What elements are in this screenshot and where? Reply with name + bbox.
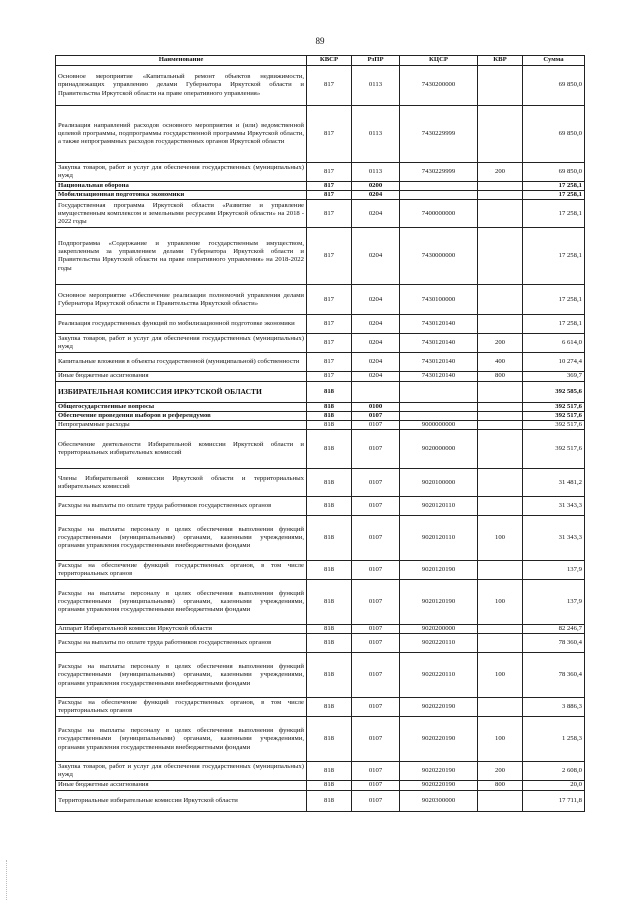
row-kcsr-cell: 9020000000 [400,430,478,469]
row-kcsr-cell [400,191,478,200]
row-kvr-cell [478,182,523,191]
row-kcsr-cell: 7430120140 [400,315,478,334]
row-rzpr-cell: 0107 [352,497,400,516]
row-kcsr-cell [400,182,478,191]
row-kvsr-cell: 817 [307,228,352,285]
row-sum-cell: 82 246,7 [523,625,585,634]
table-row [56,698,585,717]
row-sum-cell: 78 360,4 [523,653,585,698]
row-sum-cell: 392 517,6 [523,411,585,420]
row-kcsr-cell: 7400000000 [400,200,478,228]
row-kvsr-cell: 817 [307,353,352,372]
row-sum-cell: 17 258,1 [523,228,585,285]
row-name-cell: Реализация государственных функций по мобилизационной подготовке экономики [56,315,307,334]
row-rzpr-cell: 0107 [352,790,400,811]
row-kvsr-cell: 818 [307,781,352,790]
row-kvsr-cell: 818 [307,561,352,580]
row-sum-cell: 2 608,0 [523,762,585,781]
row-rzpr-cell: 0204 [352,200,400,228]
row-name-cell: Закупка товаров, работ и услуг для обеспечения государственных (муниципальных) нужд [56,163,307,182]
row-rzpr-cell: 0107 [352,781,400,790]
row-sum-cell: 31 343,3 [523,497,585,516]
row-kvr-cell [478,402,523,411]
row-name-cell: Расходы на обеспечение функций государственных органов, в том числе территориальных органов [56,561,307,580]
row-name-cell: Территориальные избирательные комиссии Иркутской области [56,790,307,811]
row-kvsr-cell: 817 [307,372,352,381]
row-kvr-cell: 200 [478,334,523,353]
row-sum-cell: 369,7 [523,372,585,381]
row-sum-cell: 69 850,0 [523,163,585,182]
page-number: 89 [315,36,325,46]
table-row [56,66,585,106]
row-sum-cell: 17 258,1 [523,191,585,200]
table-row [56,625,585,634]
scan-edge-marks [6,860,9,900]
row-rzpr-cell: 0204 [352,334,400,353]
table-row [56,580,585,625]
row-sum-cell: 1 258,3 [523,717,585,762]
row-kcsr-cell: 7430120140 [400,353,478,372]
table-row [56,790,585,811]
row-kcsr-cell: 9020300000 [400,790,478,811]
table-row [56,334,585,353]
table-row [56,717,585,762]
row-kvsr-cell: 818 [307,430,352,469]
row-kvsr-cell: 817 [307,200,352,228]
row-name-cell: Национальная оборона [56,182,307,191]
row-kvsr-cell: 818 [307,580,352,625]
header-name: Наименование [56,56,307,66]
row-name-cell: Расходы на выплаты по оплате труда работников государственных органов [56,497,307,516]
row-sum-cell: 69 850,0 [523,66,585,106]
row-kvr-cell: 100 [478,653,523,698]
row-name-cell: Обеспечение деятельности Избирательной комиссии Иркутской области и территориальных избирательных комиссий [56,430,307,469]
row-kcsr-cell: 9020200000 [400,625,478,634]
row-name-cell: Расходы на выплаты по оплате труда работников государственных органов [56,634,307,653]
row-rzpr-cell: 0204 [352,285,400,315]
row-kvr-cell [478,191,523,200]
table-row [56,421,585,430]
row-kvsr-cell: 818 [307,634,352,653]
row-sum-cell: 31 481,2 [523,469,585,497]
row-kvsr-cell: 817 [307,182,352,191]
row-sum-cell: 69 850,0 [523,106,585,163]
row-name-cell: Подпрограмма «Содержание и управление государственным имуществом, закрепленным за управлением делами Губернатора Иркутской области и Правительства Иркутской области на праве оперативного управления» на 2018-2022 годы [56,228,307,285]
row-name-cell: Иные бюджетные ассигнования [56,781,307,790]
row-rzpr-cell: 0107 [352,625,400,634]
budget-table [55,55,585,812]
row-kvsr-cell: 817 [307,285,352,315]
row-sum-cell: 137,9 [523,580,585,625]
row-rzpr-cell: 0107 [352,634,400,653]
row-kcsr-cell: 7430229999 [400,106,478,163]
table-row [56,191,585,200]
row-rzpr-cell: 0107 [352,421,400,430]
row-sum-cell: 10 274,4 [523,353,585,372]
row-sum-cell: 392 517,6 [523,421,585,430]
row-name-cell: Расходы на выплаты персоналу в целях обеспечения выполнения функций государственными (муниципальными) органами, казенными учреждениями, органами управления государственными внебюджетными фондами [56,580,307,625]
row-kvr-cell [478,315,523,334]
row-kvsr-cell: 818 [307,469,352,497]
row-kcsr-cell: 7430100000 [400,285,478,315]
row-kvr-cell [478,698,523,717]
row-kvsr-cell: 818 [307,381,352,402]
row-rzpr-cell: 0107 [352,561,400,580]
row-sum-cell: 20,0 [523,781,585,790]
row-rzpr-cell: 0107 [352,411,400,420]
row-sum-cell: 137,9 [523,561,585,580]
table-row [56,781,585,790]
row-rzpr-cell: 0200 [352,182,400,191]
row-rzpr-cell: 0113 [352,66,400,106]
header-sum: Сумма [523,56,585,66]
row-sum-cell: 17 258,1 [523,200,585,228]
row-sum-cell: 31 343,3 [523,516,585,561]
row-name-cell: Реализация направлений расходов основного мероприятия и (или) ведомственной целевой программы, подпрограммы государственной программы Иркутской области, а также непрограммных расходов государственных органов Иркутской области [56,106,307,163]
row-kvr-cell: 100 [478,516,523,561]
row-kvsr-cell: 818 [307,698,352,717]
row-name-cell: Иные бюджетные ассигнования [56,372,307,381]
row-rzpr-cell: 0204 [352,353,400,372]
row-name-cell: Мобилизационная подготовка экономики [56,191,307,200]
table-row [56,634,585,653]
row-kvr-cell [478,634,523,653]
row-kvr-cell [478,285,523,315]
row-rzpr-cell: 0107 [352,469,400,497]
row-name-cell: Расходы на выплаты персоналу в целях обеспечения выполнения функций государственными (муниципальными) органами, казенными учреждениями, органами управления государственными внебюджетными фондами [56,717,307,762]
row-name-cell: Расходы на выплаты персоналу в целях обеспечения выполнения функций государственными (муниципальными) органами, казенными учреждениями, органами управления государственными внебюджетными фондами [56,516,307,561]
row-kvr-cell: 200 [478,163,523,182]
table-row [56,497,585,516]
row-kvr-cell: 100 [478,717,523,762]
row-name-cell: Расходы на обеспечение функций государственных органов, в том числе территориальных органов [56,698,307,717]
table-row [56,163,585,182]
table-row [56,430,585,469]
row-name-cell: Закупка товаров, работ и услуг для обеспечения государственных (муниципальных) нужд [56,762,307,781]
row-kvsr-cell: 818 [307,717,352,762]
table-row [56,411,585,420]
row-name-cell: Аппарат Избирательной комиссии Иркутской области [56,625,307,634]
row-kvr-cell: 100 [478,580,523,625]
row-kcsr-cell: 7430200000 [400,66,478,106]
row-sum-cell: 6 614,0 [523,334,585,353]
row-rzpr-cell: 0107 [352,430,400,469]
row-kvsr-cell: 818 [307,497,352,516]
table-row [56,561,585,580]
row-sum-cell: 392 585,6 [523,381,585,402]
table-row [56,402,585,411]
row-kvr-cell [478,411,523,420]
row-name-cell: Капитальные вложения в объекты государственной (муниципальной) собственности [56,353,307,372]
row-kcsr-cell: 9020220110 [400,653,478,698]
header-kvsr: КВСР [307,56,352,66]
row-kcsr-cell: 9020220190 [400,781,478,790]
row-kvr-cell: 800 [478,781,523,790]
table-row [56,372,585,381]
row-kvsr-cell: 817 [307,315,352,334]
row-kcsr-cell [400,411,478,420]
row-kvr-cell: 200 [478,762,523,781]
row-rzpr-cell: 0107 [352,698,400,717]
row-kcsr-cell: 9000000000 [400,421,478,430]
row-sum-cell: 17 258,1 [523,315,585,334]
row-rzpr-cell: 0107 [352,717,400,762]
table-row [56,315,585,334]
row-kvsr-cell: 818 [307,762,352,781]
table-row [56,285,585,315]
row-name-cell: Расходы на выплаты персоналу в целях обеспечения выполнения функций государственными (муниципальными) органами, казенными учреждениями, органами управления государственными внебюджетными фондами [56,653,307,698]
row-kcsr-cell: 9020220110 [400,634,478,653]
table-row [56,516,585,561]
row-kvr-cell [478,561,523,580]
row-kvr-cell [478,430,523,469]
table-body [56,66,585,812]
row-name-cell: Члены Избирательной комиссии Иркутской области и территориальных избирательных комиссий [56,469,307,497]
row-rzpr-cell: 0204 [352,191,400,200]
table-row [56,381,585,402]
row-kvr-cell [478,200,523,228]
row-kvr-cell [478,469,523,497]
row-sum-cell: 17 711,8 [523,790,585,811]
row-sum-cell: 392 517,6 [523,402,585,411]
row-kcsr-cell: 9020220190 [400,698,478,717]
table-row [56,653,585,698]
row-kcsr-cell: 7430000000 [400,228,478,285]
row-kvsr-cell: 818 [307,402,352,411]
row-rzpr-cell: 0107 [352,762,400,781]
row-kvsr-cell: 818 [307,421,352,430]
row-kcsr-cell: 9020120190 [400,580,478,625]
row-kvr-cell [478,790,523,811]
row-kvr-cell [478,421,523,430]
row-name-cell: Непрограммные расходы [56,421,307,430]
table-row [56,200,585,228]
row-name-cell: Обеспечение проведения выборов и референдумов [56,411,307,420]
row-kvsr-cell: 818 [307,625,352,634]
row-rzpr-cell: 0204 [352,228,400,285]
row-name-cell: Основное мероприятие «Капитальный ремонт объектов недвижимости, принадлежащих управлению делами Губернатора Иркутской области и Правительства Иркутской области на праве оперативного управления» [56,66,307,106]
row-kvr-cell [478,228,523,285]
row-kvsr-cell: 818 [307,653,352,698]
row-rzpr-cell: 0107 [352,516,400,561]
row-kvr-cell [478,66,523,106]
row-kcsr-cell: 7430229999 [400,163,478,182]
row-name-cell: Закупка товаров, работ и услуг для обеспечения государственных (муниципальных) нужд [56,334,307,353]
row-kcsr-cell: 9020220190 [400,717,478,762]
row-kvr-cell [478,381,523,402]
table-row [56,106,585,163]
row-rzpr-cell: 0113 [352,106,400,163]
row-kvsr-cell: 818 [307,516,352,561]
row-kvr-cell: 800 [478,372,523,381]
row-kvsr-cell: 818 [307,411,352,420]
table-row [56,182,585,191]
row-kcsr-cell: 9020120110 [400,516,478,561]
row-sum-cell: 3 886,3 [523,698,585,717]
table-header-row [56,56,585,66]
row-kcsr-cell: 9020220190 [400,762,478,781]
table-row [56,469,585,497]
row-name-cell: Общегосударственные вопросы [56,402,307,411]
row-name-cell: Основное мероприятие «Обеспечение реализации полномочий управления делами Губернатора Иркутской области и Правительства Иркутской области» [56,285,307,315]
row-kvr-cell [478,625,523,634]
row-sum-cell: 17 258,1 [523,285,585,315]
row-kvsr-cell: 817 [307,66,352,106]
row-kcsr-cell: 9020100000 [400,469,478,497]
row-rzpr-cell: 0204 [352,372,400,381]
row-kvsr-cell: 817 [307,191,352,200]
row-kvr-cell [478,497,523,516]
row-kcsr-cell: 9020120110 [400,497,478,516]
row-name-cell: ИЗБИРАТЕЛЬНАЯ КОМИССИЯ ИРКУТСКОЙ ОБЛАСТИ [56,381,307,402]
row-rzpr-cell: 0107 [352,653,400,698]
row-rzpr-cell [352,381,400,402]
row-sum-cell: 78 360,4 [523,634,585,653]
row-kcsr-cell [400,381,478,402]
table-row [56,228,585,285]
row-sum-cell: 392 517,6 [523,430,585,469]
row-rzpr-cell: 0100 [352,402,400,411]
row-kvr-cell: 400 [478,353,523,372]
row-kcsr-cell: 7430120140 [400,334,478,353]
header-kcsr: КЦСР [400,56,478,66]
row-kvsr-cell: 817 [307,106,352,163]
row-rzpr-cell: 0113 [352,163,400,182]
row-kcsr-cell [400,402,478,411]
row-rzpr-cell: 0204 [352,315,400,334]
row-kvsr-cell: 817 [307,334,352,353]
header-rzpr: РзПР [352,56,400,66]
row-rzpr-cell: 0107 [352,580,400,625]
row-kvr-cell [478,106,523,163]
row-kvsr-cell: 817 [307,163,352,182]
row-kcsr-cell: 7430120140 [400,372,478,381]
table-row [56,762,585,781]
row-sum-cell: 17 258,1 [523,182,585,191]
table-row [56,353,585,372]
row-kvsr-cell: 818 [307,790,352,811]
header-kvr: КВР [478,56,523,66]
row-kcsr-cell: 9020120190 [400,561,478,580]
row-name-cell: Государственная программа Иркутской области «Развитие и управление имущественным комплексом и земельными ресурсами Иркутской области» на 2018 - 2022 годы [56,200,307,228]
